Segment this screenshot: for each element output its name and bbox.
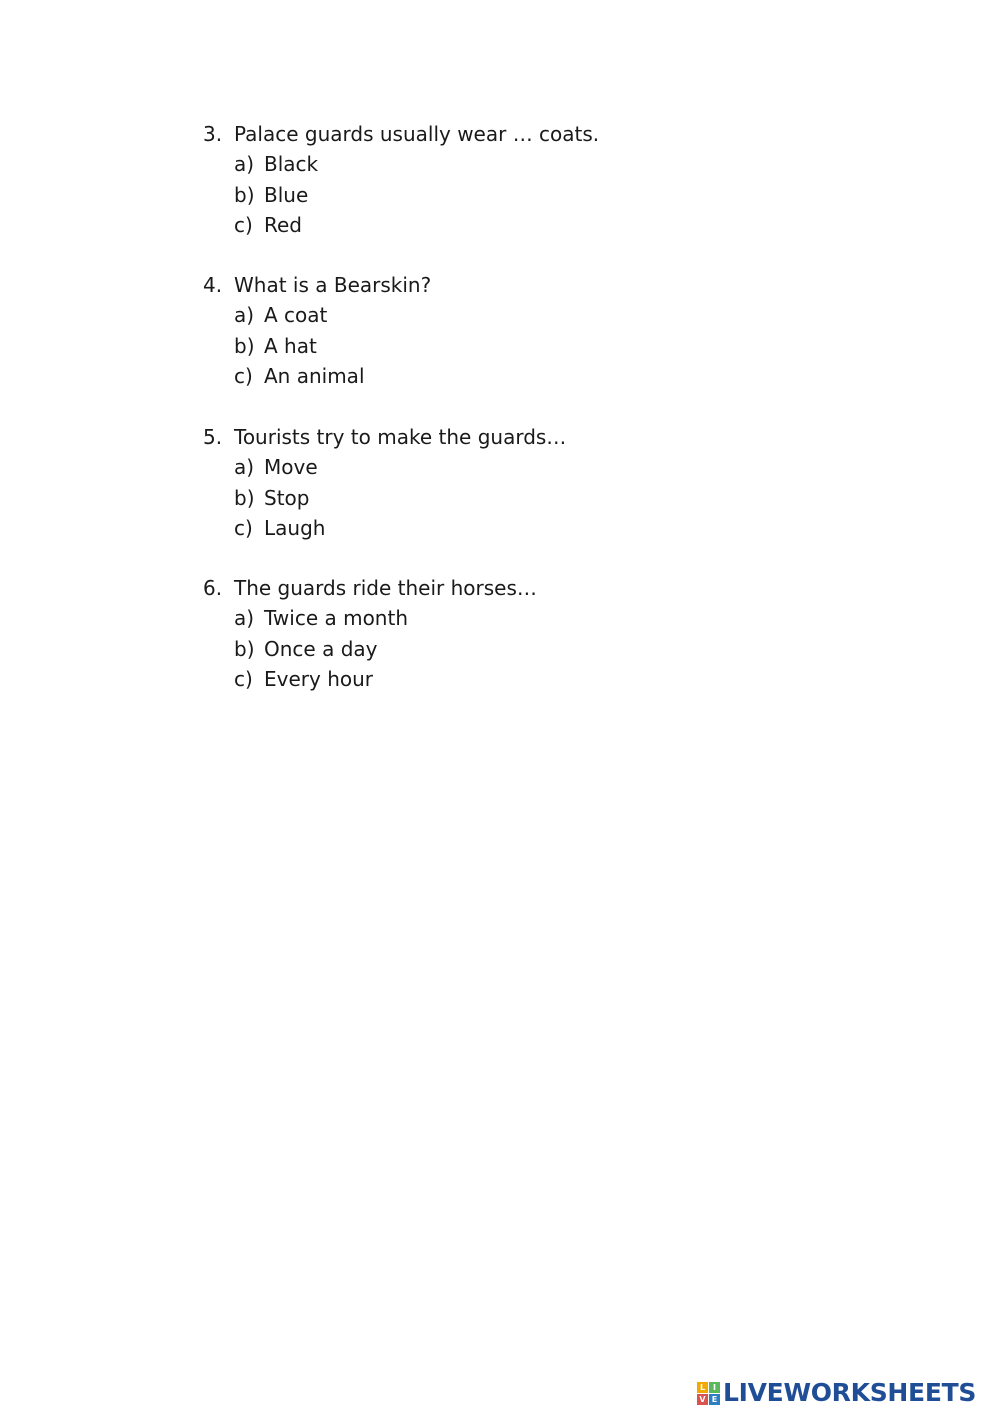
question-text: Tourists try to make the guards… (234, 425, 567, 449)
option-text: Once a day (264, 636, 378, 661)
option-letter: b) (234, 182, 255, 207)
answer-option[interactable] (203, 483, 803, 514)
question-number: 5. (203, 425, 223, 449)
option-text: Stop (264, 485, 310, 510)
logo-mark-tile: I (709, 1382, 720, 1393)
question-text: The guards ride their horses… (234, 576, 537, 600)
option-letter: b) (234, 485, 255, 510)
question-6 (203, 573, 803, 695)
answer-option[interactable] (203, 300, 803, 331)
question-4 (203, 270, 803, 392)
liveworksheets-logo[interactable] (697, 1378, 976, 1408)
logo-mark-tile: V (697, 1394, 708, 1405)
answer-option[interactable] (203, 603, 803, 634)
question-number: 3. (203, 122, 223, 146)
option-letter: c) (234, 516, 253, 540)
option-text: Every hour (264, 667, 374, 691)
question-5 (203, 422, 803, 544)
question-number: 6. (203, 576, 223, 600)
question-stem (203, 573, 803, 603)
option-letter: b) (234, 636, 255, 661)
option-letter: a) (234, 303, 255, 327)
question-number: 4. (203, 273, 223, 297)
answer-option[interactable] (203, 664, 803, 695)
answer-option[interactable] (203, 331, 803, 362)
option-letter: b) (234, 333, 255, 358)
option-letter: c) (234, 364, 253, 388)
answer-option[interactable] (203, 180, 803, 211)
answer-option[interactable] (203, 634, 803, 665)
option-letter: a) (234, 606, 255, 630)
option-text: Twice a month (264, 606, 409, 630)
answer-option[interactable] (203, 210, 803, 241)
answer-option[interactable] (203, 513, 803, 544)
logo-mark-icon (697, 1382, 720, 1405)
logo-text: LIVEWORKSHEETS (723, 1378, 977, 1407)
option-letter: a) (234, 152, 255, 176)
question-text: Palace guards usually wear … coats. (234, 122, 600, 146)
question-stem (203, 422, 803, 452)
option-letter: a) (234, 455, 255, 479)
option-text: Blue (264, 182, 309, 207)
option-text: Black (264, 152, 319, 176)
option-text: An animal (264, 364, 365, 388)
question-stem (203, 270, 803, 300)
option-text: A hat (264, 333, 317, 358)
question-stem (203, 119, 803, 149)
answer-option[interactable] (203, 452, 803, 483)
option-text: A coat (264, 303, 328, 327)
option-letter: c) (234, 213, 253, 237)
question-3 (203, 119, 803, 241)
option-text: Move (264, 455, 318, 479)
logo-mark-tile: E (709, 1394, 720, 1405)
option-text: Red (264, 213, 302, 237)
answer-option[interactable] (203, 149, 803, 180)
option-text: Laugh (264, 516, 326, 540)
answer-option[interactable] (203, 361, 803, 392)
question-text: What is a Bearskin? (234, 273, 432, 297)
option-letter: c) (234, 667, 253, 691)
logo-mark-tile: L (697, 1382, 708, 1393)
